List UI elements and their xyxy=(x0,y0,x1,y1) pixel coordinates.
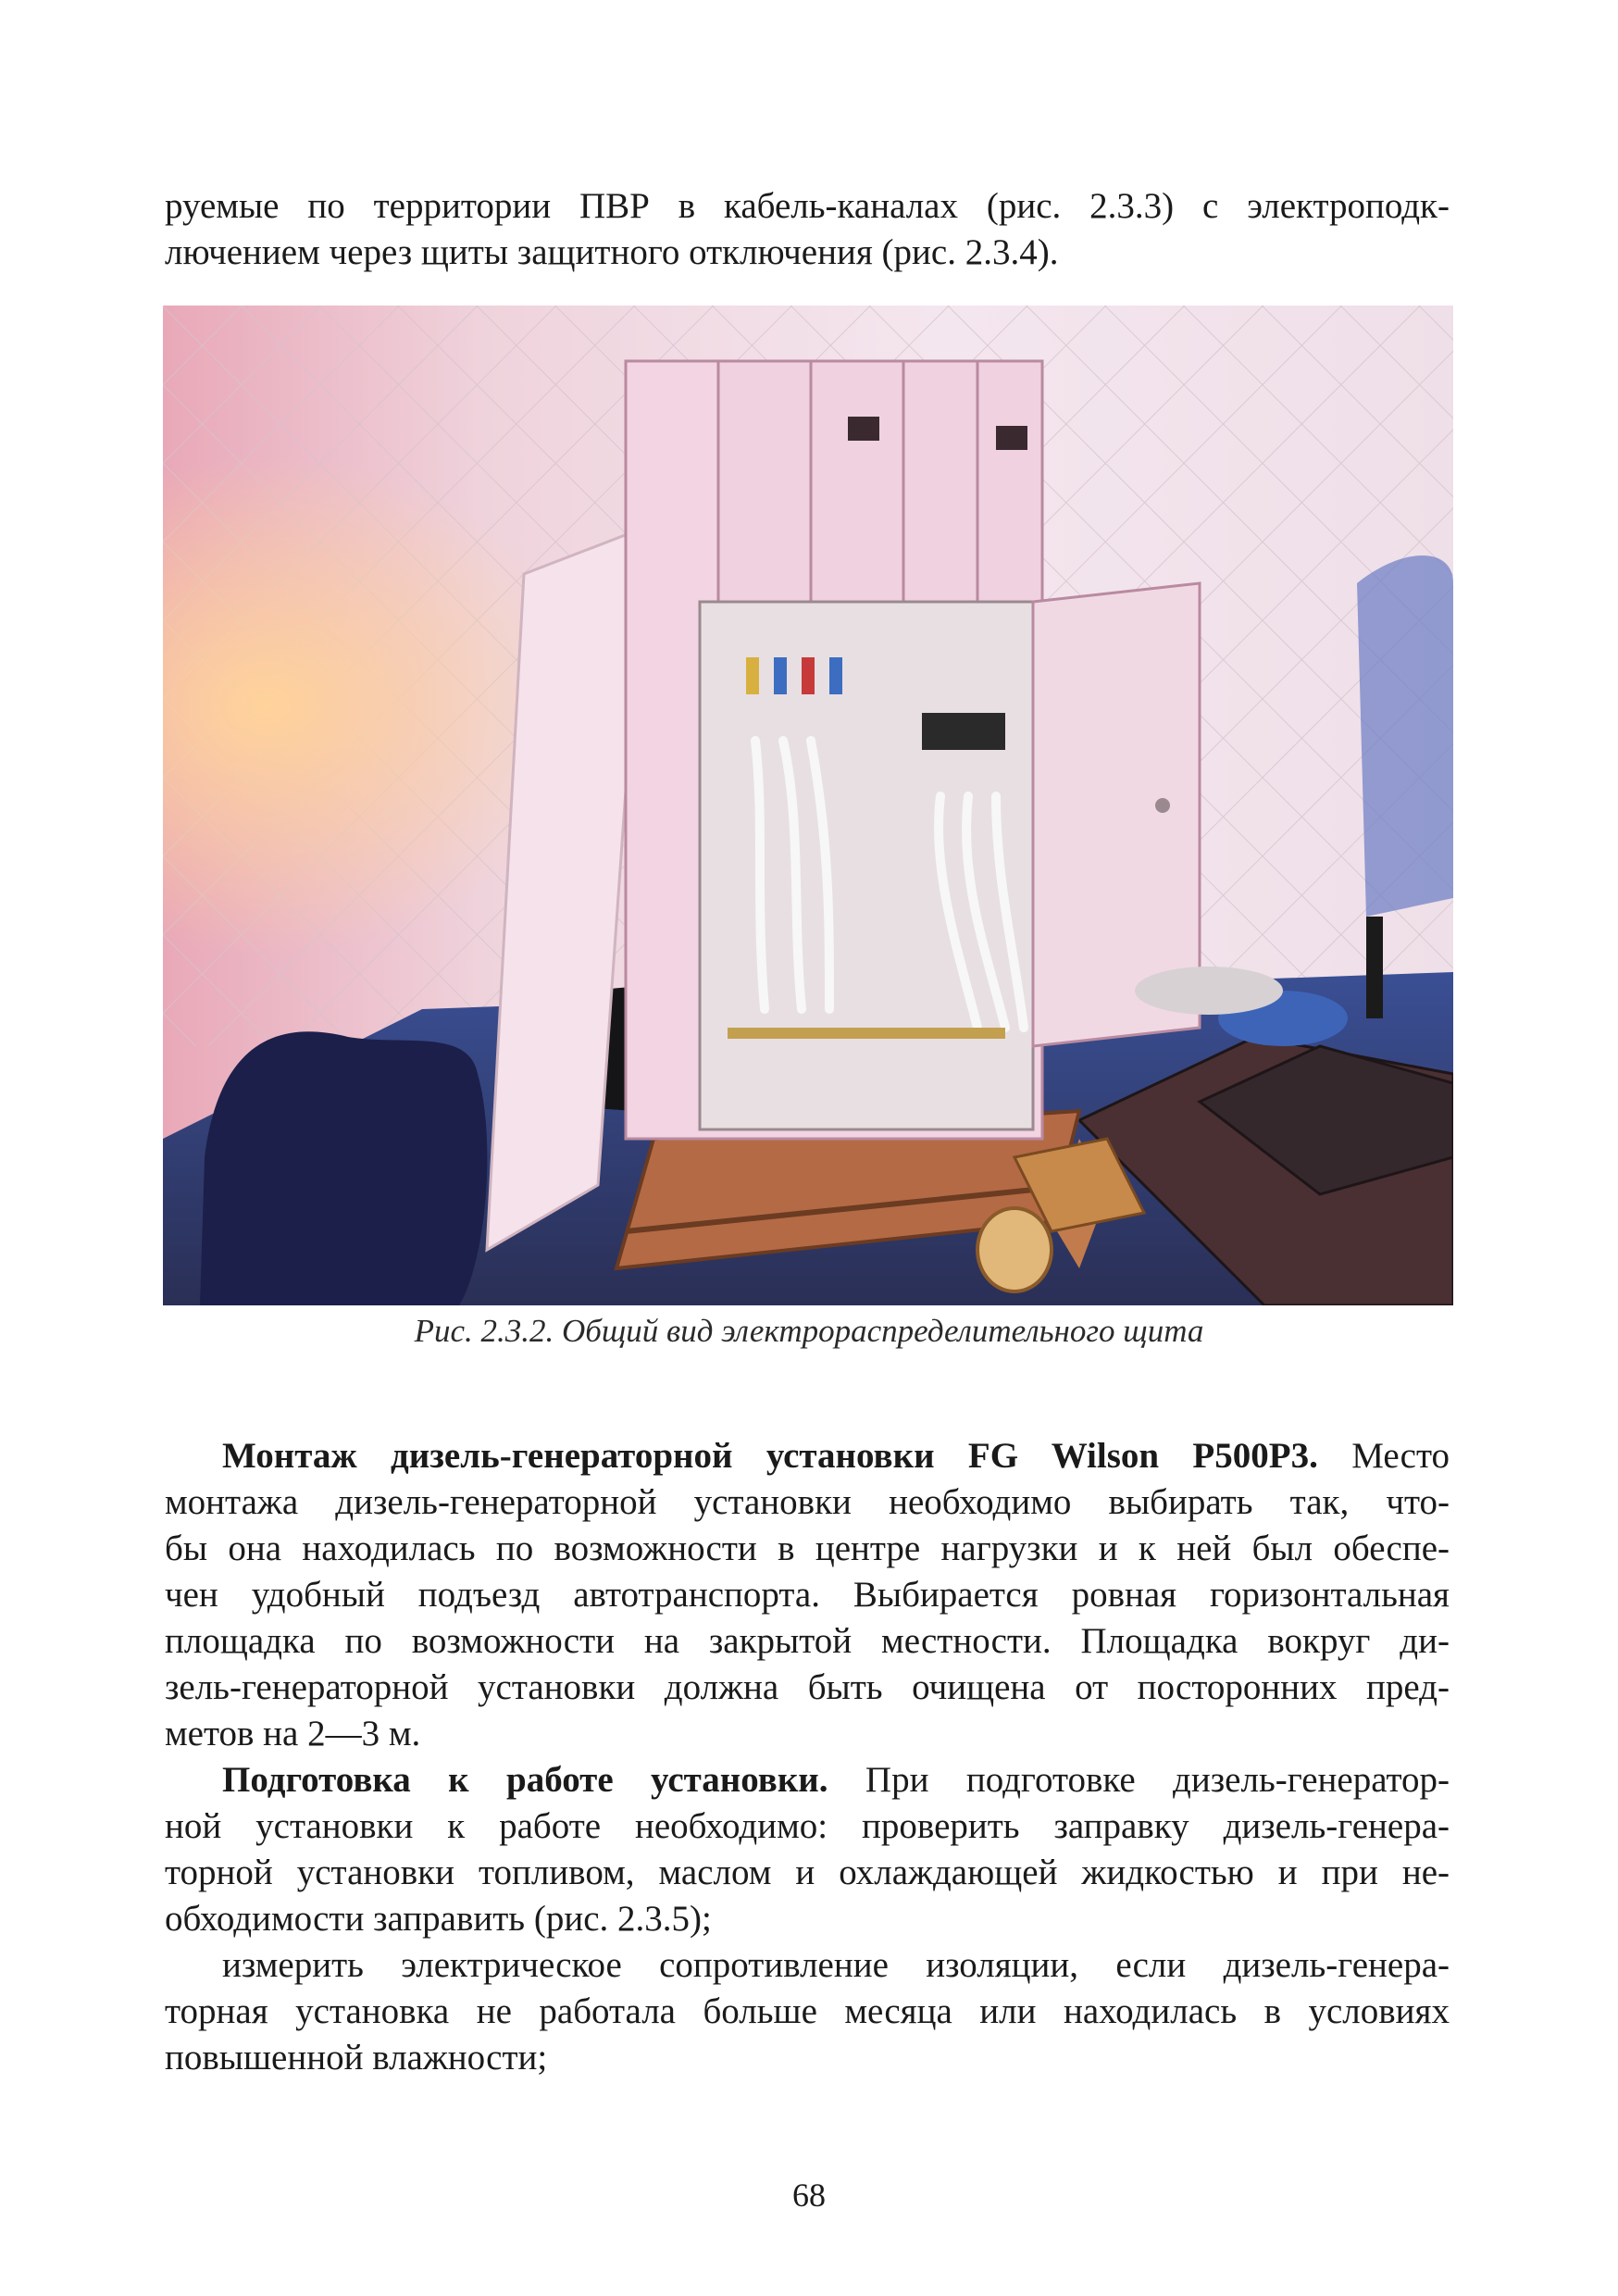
text-line xyxy=(165,1757,1450,1803)
text-line xyxy=(165,1433,1450,1479)
text-line: бы она находилась по возможности в центре нагрузки и к ней был обеспе- xyxy=(165,1529,1450,1568)
text-line: ной установки к работе необходимо: проверить заправку дизель-генера- xyxy=(165,1806,1450,1846)
text-line: метов на 2—3 м. xyxy=(165,1714,421,1753)
text-line: торной установки топливом, маслом и охлаждающей жидкостью и при не- xyxy=(165,1853,1450,1892)
text-fragment: Место xyxy=(1351,1436,1450,1476)
text-line: повышенной влажности; xyxy=(165,2038,548,2078)
section-heading-preparation: Подготовка к работе установки. xyxy=(222,1760,828,1800)
text-line: руемые по территории ПВР в кабель-каналах (рис. 2.3.3) с электроподк- xyxy=(165,186,1450,226)
text-line: измерить электрическое сопротивление изоляции, если дизель-генера- xyxy=(222,1945,1450,1985)
figure-caption: Рис. 2.3.2. Общий вид электрораспределительного щита xyxy=(414,1313,1204,1349)
text-line: монтажа дизель-генераторной установки необходимо выбирать так, что- xyxy=(165,1482,1450,1522)
text-line: лючением через щиты защитного отключения (рис. 2.3.4). xyxy=(165,232,1059,272)
body-text xyxy=(165,1433,1450,2081)
text-line: торная установка не работала больше месяца или находилась в условиях xyxy=(165,1991,1450,2031)
text-line: зель-генераторной установки должна быть очищена от посторонних пред- xyxy=(165,1667,1450,1707)
page-number: 68 xyxy=(792,2177,826,2214)
text-line: обходимости заправить (рис. 2.3.5); xyxy=(165,1899,712,1939)
top-paragraph xyxy=(165,183,1450,276)
text-line: чен удобный подъезд автотранспорта. Выбирается ровная горизонтальная xyxy=(165,1575,1450,1615)
section-heading-installation: Монтаж дизель-генераторной установки FG Wilson P500P3. xyxy=(222,1436,1318,1476)
text-line: площадка по возможности на закрытой местности. Площадка вокруг ди- xyxy=(165,1621,1450,1661)
figure-photo-electrical-panel xyxy=(163,306,1453,1305)
text-fragment: При подготовке дизель-генератор- xyxy=(865,1760,1450,1800)
